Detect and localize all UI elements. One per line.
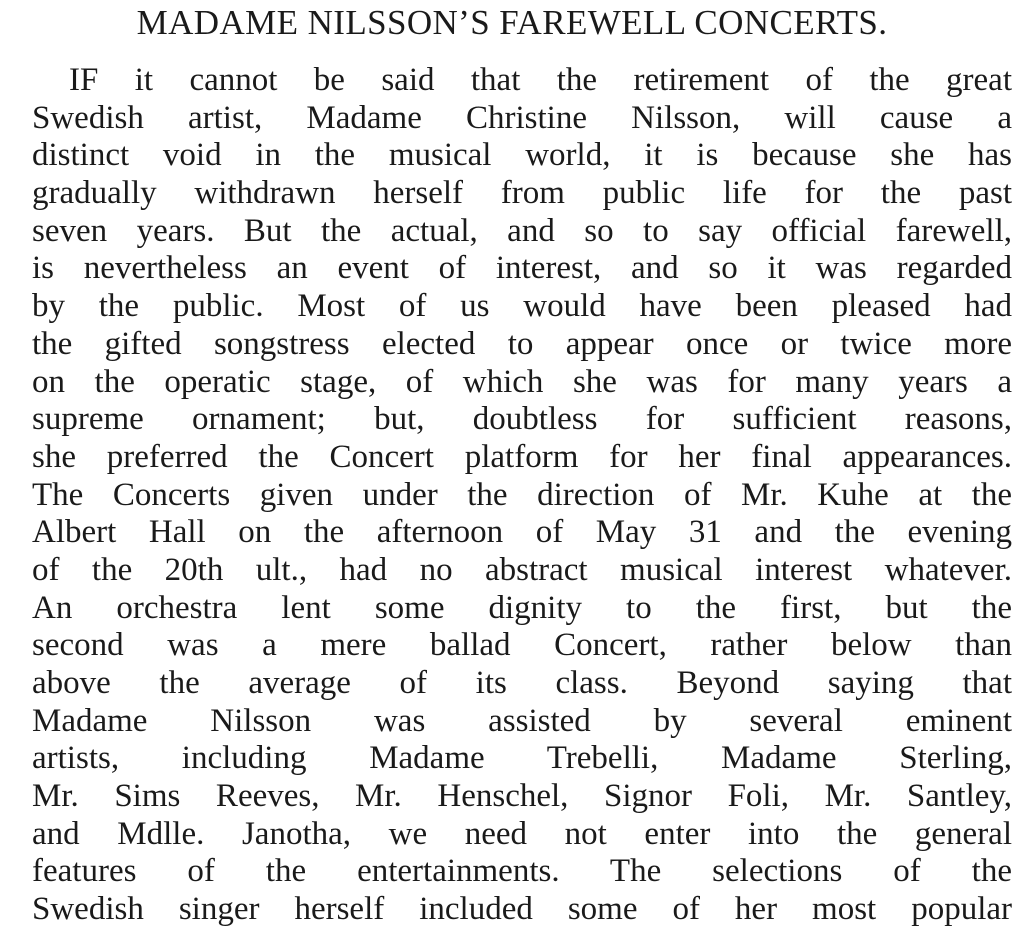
text-line: of the 20th ult., had no abstract musical interest whatever. — [32, 551, 1012, 588]
text-line: Albert Hall on the afternoon of May 31 and the evening — [32, 514, 1012, 551]
text-line: Swedish artist, Madame Christine Nilsson, will cause a — [32, 99, 1012, 136]
text-line: on the operatic stage, of which she was for many years a — [32, 363, 1012, 400]
text-line: gradually withdrawn herself from public life for the past — [32, 175, 1012, 212]
text-line: features of the entertainments. The selections of the — [32, 853, 1012, 890]
text-line: The Concerts given under the direction of Mr. Kuhe at the — [32, 476, 1012, 513]
text-line: and Mdlle. Janotha, we need not enter into the general — [32, 815, 1012, 852]
text-line: Mr. Sims Reeves, Mr. Henschel, Signor Foli, Mr. Santley, — [32, 778, 1012, 815]
text-line: is nevertheless an event of interest, and so it was regarded — [32, 250, 1012, 287]
text-line: second was a mere ballad Concert, rather below than — [32, 627, 1012, 664]
text-line: IF it cannot be said that the retirement of the great — [69, 62, 1012, 98]
text-line: supreme ornament; but, doubtless for sufficient reasons, — [32, 401, 1012, 438]
text-line: by the public. Most of us would have been pleased had — [32, 288, 1012, 325]
text-line: seven years. But the actual, and so to say official farewell, — [32, 212, 1012, 249]
text-line: above the average of its class. Beyond saying that — [32, 665, 1012, 701]
article-title: MADAME NILSSON’S FAREWELL CONCERTS. — [136, 3, 888, 42]
text-line: artists, including Madame Trebelli, Madame Sterling, — [32, 740, 1012, 777]
text-line: An orchestra lent some dignity to the first, but the — [32, 589, 1012, 626]
text-line: distinct void in the musical world, it is because she has — [32, 137, 1012, 174]
text-line: the gifted songstress elected to appear once or twice more — [32, 325, 1012, 362]
text-line: she preferred the Concert platform for her final appearances. — [32, 438, 1012, 475]
article-body — [32, 62, 1012, 929]
text-line: Swedish singer herself included some of her most popular — [32, 891, 1012, 928]
text-line: Madame Nilsson was assisted by several eminent — [32, 702, 1012, 739]
